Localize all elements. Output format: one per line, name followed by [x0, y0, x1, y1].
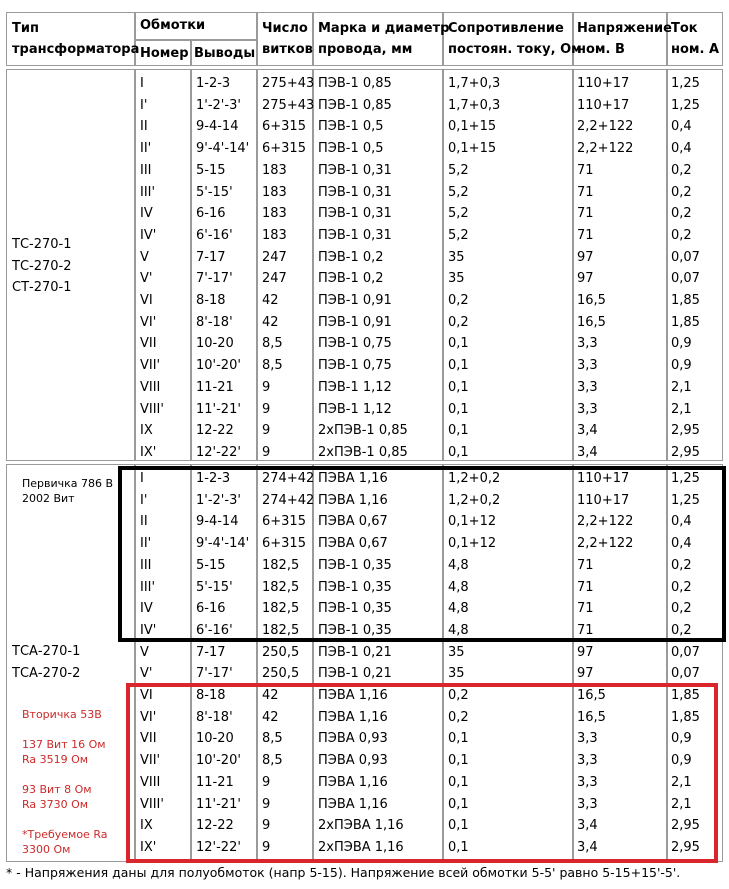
- group1-cell-leads: 12-22: [196, 423, 234, 439]
- group1-cell-wire: 2хПЭВ-1 0,85: [318, 444, 408, 460]
- group1-cell-wire: ПЭВ-1 1,12: [318, 379, 392, 395]
- group2-cell-voltage: 71: [577, 579, 594, 595]
- header-resistance: [448, 18, 582, 60]
- group2-cell-resistance: 4,8: [448, 579, 469, 595]
- group2-cell-voltage: 2,2+122: [577, 536, 634, 552]
- group2-cell-wire: ПЭВ-1 0,21: [318, 644, 392, 660]
- group2-cell-wire: ПЭВА 1,16: [318, 709, 388, 725]
- group1-cell-wire: ПЭВ-1 0,85: [318, 76, 392, 91]
- group1-cell-turns: 183: [262, 206, 287, 222]
- group1-cell-leads: 5-15: [196, 162, 226, 178]
- group2-cell-voltage: 3,3: [577, 774, 598, 790]
- group1-cell-current: 2,95: [671, 423, 700, 439]
- group1-cell-resistance: 0,1: [448, 379, 469, 395]
- group1-type-1: ТС-270-1: [12, 237, 72, 252]
- group1-cell-resistance: 5,2: [448, 206, 469, 222]
- group1-cell-number: IV: [140, 206, 153, 222]
- group2-cell-turns: 6+315: [262, 514, 306, 530]
- group2-cell-resistance: 0,1: [448, 731, 469, 747]
- group2-cell-number: VII': [140, 753, 161, 769]
- group1-cell-turns: 275+43: [262, 97, 315, 113]
- group2-cell-voltage: 3,4: [577, 839, 598, 855]
- group2-cell-number: VI': [140, 709, 157, 725]
- group2-cell-current: 2,1: [671, 774, 692, 790]
- group1-cell-voltage: 3,3: [577, 379, 598, 395]
- group2-cell-wire: 2хПЭВА 1,16: [318, 839, 404, 855]
- group1-cell-current: 0,4: [671, 141, 692, 157]
- group2-cell-current: 0,07: [671, 666, 700, 682]
- group1-cell-turns: 6+315: [262, 119, 306, 135]
- group1-cell-number: VIII': [140, 401, 164, 417]
- group2-cell-leads: 10'-20': [196, 753, 241, 769]
- group2-cell-wire: ПЭВА 0,93: [318, 753, 388, 769]
- group2-cell-resistance: 4,8: [448, 557, 469, 573]
- secondary-note-line1: Вторичка 53В: [22, 708, 102, 721]
- group1-cell-wire: ПЭВ-1 0,31: [318, 162, 392, 178]
- group1-cell-current: 0,2: [671, 227, 692, 243]
- group2-cell-current: 2,1: [671, 796, 692, 812]
- group2-cell-turns: 9: [262, 839, 271, 855]
- group2-cell-resistance: 4,8: [448, 622, 469, 638]
- group1-cell-resistance: 0,1: [448, 358, 469, 374]
- group2-cell-voltage: 110+17: [577, 471, 630, 486]
- group1-cell-turns: 9: [262, 444, 271, 460]
- group1-cell-turns: 8,5: [262, 336, 283, 352]
- secondary-note-line3: 137 Вит 16 Ом: [22, 738, 106, 751]
- group1-cell-leads: 9-4-14: [196, 119, 239, 135]
- group1-cell-voltage: 2,2+122: [577, 141, 634, 157]
- secondary-note-line4: Ra 3519 Ом: [22, 753, 89, 766]
- group1-cell-current: 1,85: [671, 293, 700, 308]
- group1-cell-resistance: 5,2: [448, 227, 469, 243]
- group1-cell-turns: 9: [262, 423, 271, 439]
- group2-cell-wire: ПЭВА 1,16: [318, 774, 388, 790]
- group1-cell-leads: 8-18: [196, 293, 226, 308]
- group1-cell-leads: 6-16: [196, 206, 226, 222]
- group1-cell-wire: ПЭВ-1 0,5: [318, 141, 384, 157]
- group1-cell-resistance: 0,1: [448, 444, 469, 460]
- group1-cell-current: 0,07: [671, 249, 700, 265]
- header-resistance-line2: постоян. току, Ом: [448, 42, 582, 57]
- group1-cell-leads: 6'-16': [196, 227, 233, 243]
- group1-cell-number: I': [140, 97, 148, 113]
- group2-cell-turns: 182,5: [262, 622, 300, 638]
- group1-cell-wire: ПЭВ-1 0,85: [318, 97, 392, 113]
- header-wire: [318, 18, 449, 60]
- group1-cell-voltage: 2,2+122: [577, 119, 634, 135]
- group2-cell-current: 0,2: [671, 601, 692, 617]
- group2-cell-wire: ПЭВ-1 0,35: [318, 579, 392, 595]
- group2-cell-number: V: [140, 644, 149, 660]
- primary-highlight-box: [118, 466, 726, 642]
- group1-cell-current: 2,1: [671, 401, 692, 417]
- group1-cell-leads: 11'-21': [196, 401, 241, 417]
- header-number: Номер: [140, 46, 189, 61]
- group2-cell-number: I': [140, 492, 148, 508]
- group1-cell-current: 1,85: [671, 314, 700, 330]
- group2-cell-leads: 7'-17': [196, 666, 233, 682]
- group1-cell-current: 0,9: [671, 358, 692, 374]
- group1-cell-number: VI': [140, 314, 157, 330]
- group1-cell-wire: ПЭВ-1 0,2: [318, 271, 384, 287]
- group1-cell-leads: 7-17: [196, 249, 226, 265]
- group1-cell-number: VII': [140, 358, 161, 374]
- group2-cell-leads: 5'-15': [196, 579, 233, 595]
- group2-cell-leads: 11'-21': [196, 796, 241, 812]
- group2-cell-resistance: 0,1: [448, 753, 469, 769]
- group2-cell-leads: 9-4-14: [196, 514, 239, 530]
- group1-cell-voltage: 71: [577, 184, 594, 200]
- group2-cell-turns: 9: [262, 796, 271, 812]
- group2-cell-current: 1,25: [671, 471, 700, 486]
- group1-cell-turns: 275+43: [262, 76, 315, 91]
- group2-cell-voltage: 3,4: [577, 818, 598, 834]
- header-type: [12, 18, 139, 60]
- group1-cell-resistance: 5,2: [448, 162, 469, 178]
- group2-cell-number: V': [140, 666, 153, 682]
- group2-cell-turns: 9: [262, 818, 271, 834]
- group1-cell-number: II': [140, 141, 152, 157]
- group2-cell-voltage: 71: [577, 557, 594, 573]
- group2-cell-number: IX': [140, 839, 157, 855]
- group2-cell-wire: 2хПЭВА 1,16: [318, 818, 404, 834]
- group1-cell-voltage: 16,5: [577, 293, 606, 308]
- group2-cell-turns: 274+42: [262, 471, 315, 486]
- header-turns: [262, 18, 313, 60]
- group2-cell-wire: ПЭВА 0,67: [318, 514, 388, 530]
- group2-cell-current: 0,2: [671, 579, 692, 595]
- group1-cell-leads: 8'-18': [196, 314, 233, 330]
- group2-cell-leads: 12-22: [196, 818, 234, 834]
- group1-type-3: СТ-270-1: [12, 280, 72, 296]
- group1-cell-leads: 1-2-3: [196, 76, 231, 91]
- group2-cell-voltage: 3,3: [577, 796, 598, 812]
- group2-cell-leads: 1-2-3: [196, 471, 231, 486]
- group2-cell-current: 0,07: [671, 644, 700, 660]
- group1-cell-number: IX': [140, 444, 157, 460]
- group2-cell-leads: 11-21: [196, 774, 234, 790]
- group2-cell-number: III': [140, 579, 156, 595]
- group2-cell-current: 0,4: [671, 536, 692, 552]
- group2-type-1: ТСА-270-1: [12, 644, 81, 659]
- group2-cell-leads: 7-17: [196, 644, 226, 660]
- primary-note-line1: Первичка 786 В: [22, 477, 114, 490]
- group2-cell-voltage: 71: [577, 601, 594, 617]
- group1-cell-current: 0,2: [671, 162, 692, 178]
- group2-cell-resistance: 1,2+0,2: [448, 492, 501, 508]
- group1-cell-wire: ПЭВ-1 0,91: [318, 314, 392, 330]
- group2-cell-wire: ПЭВА 1,16: [318, 688, 388, 703]
- group1-cell-number: VII: [140, 336, 157, 352]
- group2-cell-turns: 182,5: [262, 579, 300, 595]
- group2-cell-number: IV': [140, 622, 157, 638]
- group2-cell-number: I: [140, 471, 144, 486]
- group1-cell-leads: 5'-15': [196, 184, 233, 200]
- group1-cell-resistance: 1,7+0,3: [448, 76, 501, 91]
- header-turns-line1: Число: [262, 21, 308, 36]
- group1-cell-turns: 8,5: [262, 358, 283, 374]
- group2-cell-current: 0,2: [671, 557, 692, 573]
- group1-cell-current: 1,25: [671, 76, 700, 91]
- group2-cell-wire: ПЭВА 1,16: [318, 492, 388, 508]
- header-wire-line1: Марка и диаметр: [318, 21, 450, 36]
- group2-cell-voltage: 3,3: [577, 753, 598, 769]
- group1-cell-turns: 42: [262, 314, 279, 330]
- group1-cell-resistance: 0,1+15: [448, 141, 497, 157]
- header-type-line1: Тип: [12, 21, 39, 36]
- group2-cell-turns: 42: [262, 709, 279, 725]
- group2-cell-leads: 8-18: [196, 688, 226, 703]
- group2-cell-number: II': [140, 536, 152, 552]
- group1-cell-leads: 7'-17': [196, 271, 233, 287]
- group2-cell-leads: 6-16: [196, 601, 226, 617]
- group1-cell-voltage: 3,3: [577, 358, 598, 374]
- group1-cell-voltage: 71: [577, 162, 594, 178]
- group1-cell-voltage: 71: [577, 206, 594, 222]
- group1-cell-wire: ПЭВ-1 0,5: [318, 119, 384, 135]
- group2-cell-voltage: 16,5: [577, 709, 606, 725]
- group1-cell-resistance: 35: [448, 271, 465, 287]
- group1-cell-leads: 9'-4'-14': [196, 141, 250, 157]
- group1-cell-resistance: 0,1: [448, 423, 469, 439]
- group1-cell-turns: 9: [262, 379, 271, 395]
- group2-cell-number: VIII': [140, 796, 164, 812]
- group2-cell-current: 1,25: [671, 492, 700, 508]
- group2-cell-number: IV: [140, 601, 153, 617]
- group2-cell-current: 0,9: [671, 731, 692, 747]
- group1-cell-wire: ПЭВ-1 0,2: [318, 249, 384, 265]
- header-resistance-line1: Сопротивление: [448, 21, 564, 36]
- group1-cell-voltage: 110+17: [577, 97, 630, 113]
- header-current-line1: Ток: [671, 21, 698, 36]
- group1-cell-turns: 183: [262, 227, 287, 243]
- group2-cell-current: 2,95: [671, 839, 700, 855]
- group1-cell-current: 1,25: [671, 97, 700, 113]
- group2-cell-resistance: 0,2: [448, 709, 469, 725]
- group1-cell-number: IV': [140, 227, 157, 243]
- header-current: [671, 18, 719, 60]
- group1-cell-wire: ПЭВ-1 0,91: [318, 293, 392, 308]
- group2-cell-resistance: 35: [448, 666, 465, 682]
- group1-cell-resistance: 1,7+0,3: [448, 97, 501, 113]
- group2-cell-wire: ПЭВА 0,93: [318, 731, 388, 747]
- group2-cell-number: II: [140, 514, 148, 530]
- group2-cell-resistance: 4,8: [448, 601, 469, 617]
- group1-cell-turns: 247: [262, 271, 287, 287]
- group2-cell-leads: 6'-16': [196, 622, 233, 638]
- group2-cell-resistance: 0,2: [448, 688, 469, 703]
- group2-cell-voltage: 3,3: [577, 731, 598, 747]
- group1-cell-resistance: 0,1: [448, 336, 469, 352]
- group1-cell-number: VIII: [140, 379, 161, 395]
- secondary-note-line9: *Требуемое Ra: [22, 828, 108, 841]
- group1-cell-leads: 10'-20': [196, 358, 241, 374]
- group1-cell-wire: ПЭВ-1 0,31: [318, 227, 392, 243]
- secondary-note-line7: Ra 3730 Ом: [22, 798, 89, 811]
- group1-cell-leads: 10-20: [196, 336, 234, 352]
- group1-cell-turns: 6+315: [262, 141, 306, 157]
- group1-cell-number: III: [140, 162, 152, 178]
- group1-cell-number: V': [140, 271, 153, 287]
- group1-cell-voltage: 97: [577, 249, 594, 265]
- group1-cell-turns: 247: [262, 249, 287, 265]
- footnote: * - Напряжения даны для полуобмоток (напр 5-15). Напряжение всей обмотки 5-5' равно 5-15+15'-5'.: [6, 865, 681, 880]
- group1-cell-wire: ПЭВ-1 0,75: [318, 336, 392, 352]
- group2-cell-number: VIII: [140, 774, 161, 790]
- secondary-highlight-box: [126, 683, 718, 863]
- group2-cell-voltage: 71: [577, 622, 594, 638]
- primary-note-line2: 2002 Вит: [22, 492, 75, 505]
- group1-cell-wire: ПЭВ-1 0,31: [318, 206, 392, 222]
- group1-cell-wire: ПЭВ-1 0,31: [318, 184, 392, 200]
- group1-type-2: ТС-270-2: [12, 258, 72, 274]
- group2-cell-current: 1,85: [671, 709, 700, 725]
- group2-cell-resistance: 35: [448, 644, 465, 660]
- group2-cell-turns: 9: [262, 774, 271, 790]
- group2-cell-resistance: 0,1: [448, 796, 469, 812]
- group2-cell-leads: 9'-4'-14': [196, 536, 250, 552]
- group1-cell-resistance: 0,2: [448, 293, 469, 308]
- group2-cell-turns: 274+42: [262, 492, 315, 508]
- group1-cell-current: 2,95: [671, 444, 700, 460]
- group2-cell-resistance: 0,1: [448, 774, 469, 790]
- group2-cell-turns: 182,5: [262, 601, 300, 617]
- group1-cell-voltage: 3,4: [577, 444, 598, 460]
- header-leads: Выводы: [194, 46, 256, 61]
- group2-cell-wire: ПЭВ-1 0,21: [318, 666, 392, 682]
- group1-cell-turns: 42: [262, 293, 279, 308]
- group1-cell-voltage: 3,3: [577, 336, 598, 352]
- header-turns-line2: витков: [262, 42, 313, 57]
- header-voltage-line2: ном. В: [577, 42, 625, 57]
- group2-cell-turns: 6+315: [262, 536, 306, 552]
- group2-cell-wire: ПЭВА 0,67: [318, 536, 388, 552]
- group2-cell-current: 2,95: [671, 818, 700, 834]
- group2-cell-wire: ПЭВ-1 0,35: [318, 557, 392, 573]
- group1-cell-number: II: [140, 119, 148, 135]
- secondary-note-line6: 93 Вит 8 Ом: [22, 783, 92, 796]
- group1-cell-turns: 183: [262, 162, 287, 178]
- group1-cell-resistance: 35: [448, 249, 465, 265]
- group2-cell-resistance: 1,2+0,2: [448, 471, 501, 486]
- group2-cell-turns: 250,5: [262, 666, 300, 682]
- header-current-line2: ном. А: [671, 42, 720, 57]
- group1-cell-leads: 1'-2'-3': [196, 97, 241, 113]
- group2-cell-turns: 182,5: [262, 557, 300, 573]
- group2-cell-number: III: [140, 557, 152, 573]
- group1-cell-resistance: 0,1: [448, 401, 469, 417]
- group2-type-2: ТСА-270-2: [12, 665, 81, 681]
- group2-cell-number: VII: [140, 731, 157, 747]
- group2-cell-voltage: 97: [577, 666, 594, 682]
- group1-cell-wire: ПЭВ-1 0,75: [318, 358, 392, 374]
- group2-cell-voltage: 97: [577, 644, 594, 660]
- group1-cell-resistance: 5,2: [448, 184, 469, 200]
- group1-cell-leads: 11-21: [196, 379, 234, 395]
- group2-cell-turns: 250,5: [262, 644, 300, 660]
- group2-cell-leads: 1'-2'-3': [196, 492, 241, 508]
- group2-cell-current: 1,85: [671, 688, 700, 703]
- group1-cell-turns: 183: [262, 184, 287, 200]
- group1-rows: [0, 73, 729, 465]
- group2-cell-current: 0,2: [671, 622, 692, 638]
- group2-cell-leads: 12'-22': [196, 839, 241, 855]
- header-voltage: [577, 18, 672, 60]
- header-wire-line2: провода, мм: [318, 42, 413, 57]
- group1-cell-current: 0,4: [671, 119, 692, 135]
- group2-cell-leads: 5-15: [196, 557, 226, 573]
- group2-cell-wire: ПЭВ-1 0,35: [318, 622, 392, 638]
- group2-cell-leads: 8'-18': [196, 709, 233, 725]
- header-voltage-line1: Напряжение: [577, 21, 672, 36]
- group1-cell-wire: 2хПЭВ-1 0,85: [318, 423, 408, 439]
- group1-cell-number: V: [140, 249, 149, 265]
- group1-cell-voltage: 110+17: [577, 76, 630, 91]
- group2-cell-resistance: 0,1: [448, 839, 469, 855]
- group1-cell-current: 0,07: [671, 271, 700, 287]
- group2-cell-voltage: 2,2+122: [577, 514, 634, 530]
- group2-cell-number: IX: [140, 818, 153, 834]
- group1-cell-current: 2,1: [671, 379, 692, 395]
- group1-cell-voltage: 97: [577, 271, 594, 287]
- group1-cell-voltage: 71: [577, 227, 594, 243]
- group1-cell-turns: 9: [262, 401, 271, 417]
- group1-cell-wire: ПЭВ-1 1,12: [318, 401, 392, 417]
- group2-cell-wire: ПЭВА 1,16: [318, 471, 388, 486]
- group2-cell-number: VI: [140, 688, 153, 703]
- group2-cell-resistance: 0,1+12: [448, 514, 497, 530]
- group2-cell-resistance: 0,1+12: [448, 536, 497, 552]
- secondary-note-line10: 3300 Ом: [22, 843, 71, 856]
- group1-cell-voltage: 3,4: [577, 423, 598, 439]
- header-type-line2: трансформатора: [12, 42, 140, 57]
- group2-cell-turns: 42: [262, 688, 279, 703]
- group1-cell-voltage: 3,3: [577, 401, 598, 417]
- group1-cell-number: VI: [140, 293, 153, 308]
- group2-cell-current: 0,4: [671, 514, 692, 530]
- group2-cell-wire: ПЭВА 1,16: [318, 796, 388, 812]
- group1-cell-number: I: [140, 76, 144, 91]
- group1-cell-current: 0,9: [671, 336, 692, 352]
- group1-cell-number: III': [140, 184, 156, 200]
- group1-cell-leads: 12'-22': [196, 444, 241, 460]
- header-windings: Обмотки: [140, 18, 206, 33]
- group2-cell-turns: 8,5: [262, 753, 283, 769]
- group1-cell-resistance: 0,1+15: [448, 119, 497, 135]
- group1-cell-voltage: 16,5: [577, 314, 606, 330]
- group2-cell-voltage: 16,5: [577, 688, 606, 703]
- group1-cell-number: IX: [140, 423, 153, 439]
- group1-cell-current: 0,2: [671, 184, 692, 200]
- group1-cell-resistance: 0,2: [448, 314, 469, 330]
- group2-cell-voltage: 110+17: [577, 492, 630, 508]
- group2-cell-wire: ПЭВ-1 0,35: [318, 601, 392, 617]
- group1-cell-current: 0,2: [671, 206, 692, 222]
- group2-cell-turns: 8,5: [262, 731, 283, 747]
- group2-cell-current: 0,9: [671, 753, 692, 769]
- group2-cell-leads: 10-20: [196, 731, 234, 747]
- group2-cell-resistance: 0,1: [448, 818, 469, 834]
